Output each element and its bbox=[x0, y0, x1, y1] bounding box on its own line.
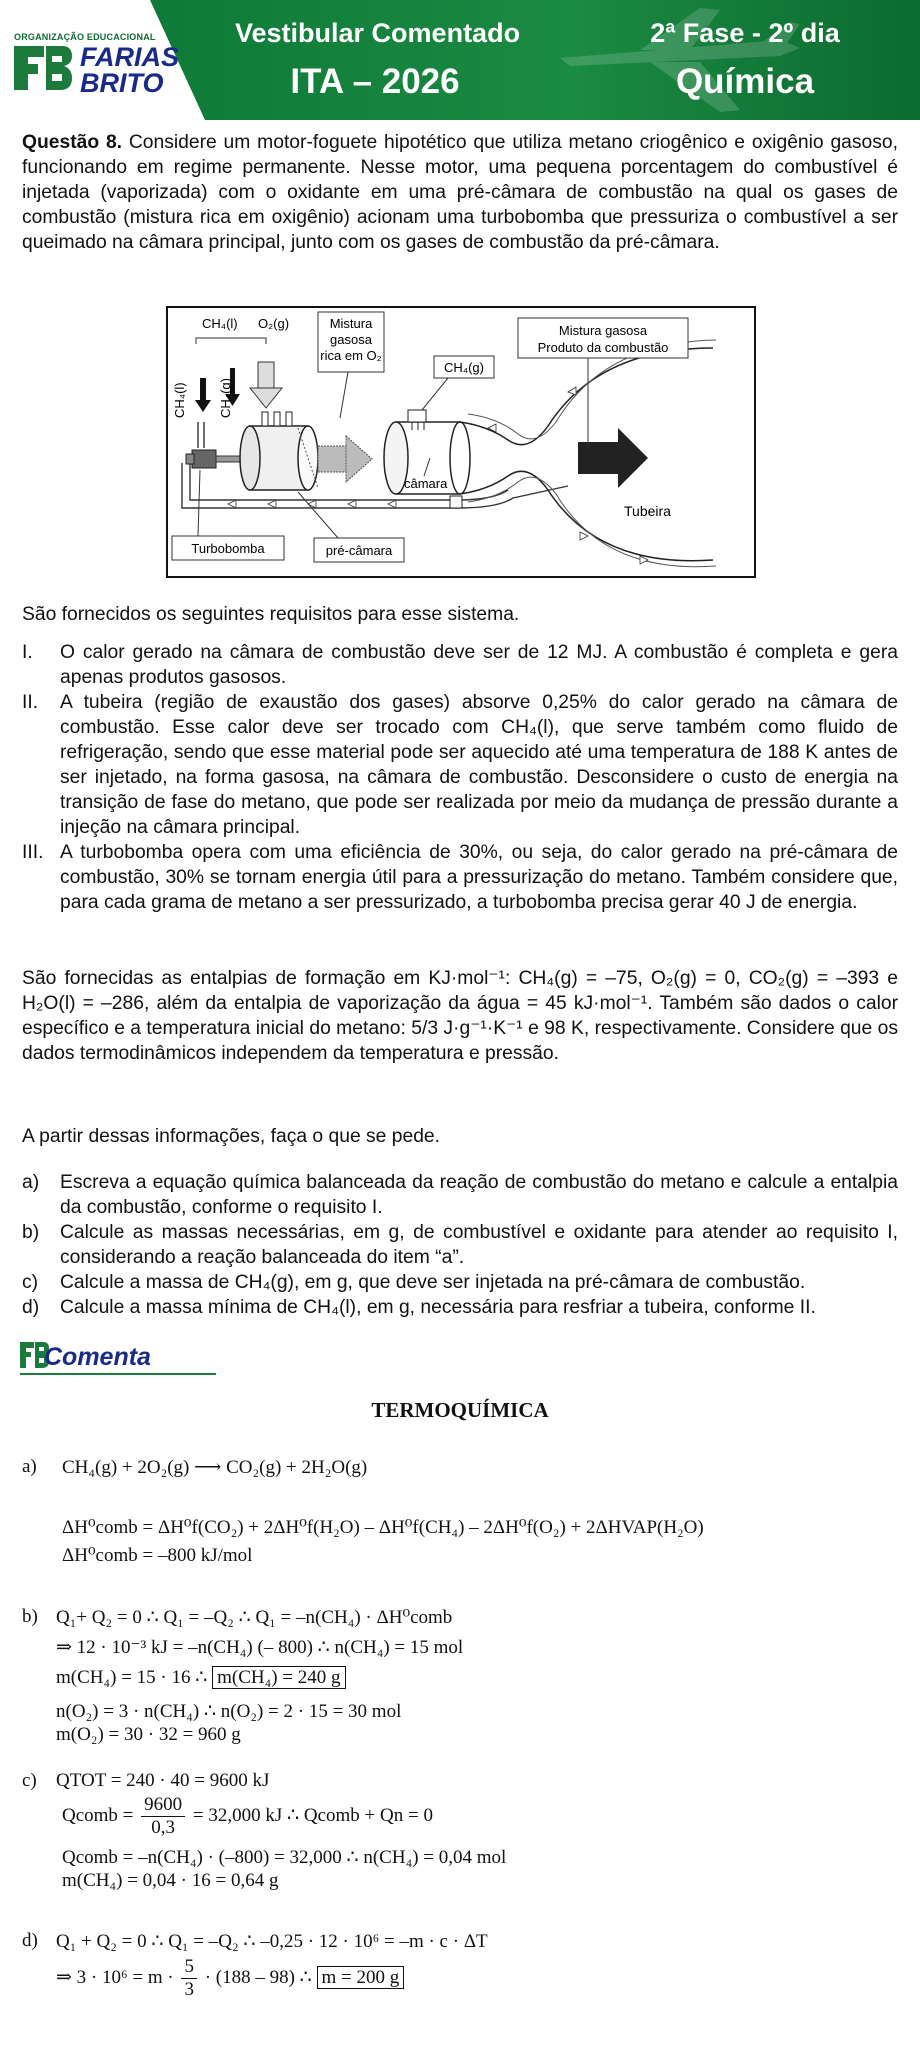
solution-d-line2-text: ⇒ 3 · 10⁶ = m · bbox=[56, 1966, 179, 1988]
requirement-number: I. bbox=[22, 642, 33, 663]
fig-label-prechamber: pré-câmara bbox=[325, 543, 393, 558]
question-item-letter: c) bbox=[22, 1272, 39, 1293]
solution-a-line1: ΔH⁰comb = ΔH⁰f(CO₂) + 2ΔH⁰f(H₂O) – ΔH⁰f(CH₄) – 2ΔH⁰f(O₂) + 2ΔHVAP(H₂O) bbox=[62, 1517, 704, 1538]
solution-a-line2: ΔH⁰comb = –800 kJ/mol bbox=[62, 1545, 253, 1566]
solution-d-line1: Q₁ + Q₂ = 0 ∴ Q₁ = –Q₂ ∴ –0,25 · 12 · 10⁶ = –m · c · ΔT bbox=[56, 1931, 488, 1952]
fig-label-turbopump: Turbobomba bbox=[191, 541, 265, 556]
question-item bbox=[22, 1170, 898, 1220]
requirement-text: A tubeira (região de exaustão dos gases) absorve 0,25% do calor gerado na câmara de combustão. Esse calor deve ser trocado com CH₄(l), que serve também como fluido de refrigeração, sendo que esse material pode ser aquecido até uma temperatura de 188 K antes de ser injetado, na forma gasosa, na câmara de combustão. Desconsidere o custo de energia na transição de fase do metano, que pode ser realizada por meio da mudança de pressão durante a injeção na câmara principal. bbox=[60, 692, 898, 838]
fraction-denominator: 0,3 bbox=[151, 1817, 176, 1838]
header-title-vestibular: Vestibular Comentado bbox=[235, 18, 521, 48]
question-intro bbox=[22, 130, 898, 255]
fig-label-nozzle: Tubeira bbox=[624, 503, 671, 519]
fig-label-o2-gas: O₂(g) bbox=[258, 316, 290, 331]
requirement-item bbox=[22, 840, 898, 915]
prechamber-shape bbox=[240, 426, 318, 490]
fb-logo-icon bbox=[14, 44, 74, 94]
solution-b-line2: ⇒ 12 · 10⁻³ kJ = –n(CH₄) (– 800) ∴ n(CH₄) = 15 mol bbox=[56, 1637, 464, 1658]
question-items bbox=[22, 1170, 898, 1320]
question-label: Questão 8. bbox=[22, 132, 123, 153]
solution-b-line3 bbox=[56, 1666, 346, 1689]
solution-d-line2-rest: · (188 – 98) ∴ bbox=[199, 1966, 317, 1988]
solution-c-label: c) bbox=[22, 1770, 37, 1791]
fig-product-line1: Mistura gasosa bbox=[558, 323, 648, 338]
question-item-text: Escreva a equação química balanceada da reação de combustão do metano e calcule a entalpia da combustão, conforme o requisito I. bbox=[60, 1172, 898, 1218]
solution-c-line4: m(CH₄) = 0,04 · 16 = 0,64 g bbox=[62, 1870, 279, 1891]
logo-word-farias: FARIAS bbox=[80, 42, 180, 72]
fig-mixture-line1: Mistura bbox=[329, 316, 373, 331]
question-item-text: Calcule a massa mínima de CH₄(l), em g, necessária para resfriar a tubeira, conforme II. bbox=[60, 1297, 816, 1318]
requirement-item bbox=[22, 690, 898, 840]
question-item-letter: a) bbox=[22, 1172, 40, 1193]
turbopump-shape bbox=[192, 450, 216, 468]
ask-intro: A partir dessas informações, faça o que se pede. bbox=[22, 1126, 441, 1147]
header-subject: Química bbox=[675, 62, 815, 101]
question-item bbox=[22, 1270, 898, 1295]
fig-label-ch4-liquid-side: CH₄(l) bbox=[172, 382, 187, 418]
question-item-text: Calcule as massas necessárias, em g, de combustível e oxidante para atender ao requisito I, considerando a reação balanceada do item “a”. bbox=[60, 1222, 898, 1268]
enthalpy-data: São fornecidas as entalpias de formação em KJ·mol⁻¹: CH₄(g) = –75, O₂(g) = 0, CO₂(g) = –393 e H₂O(l) = –286, além da entalpia de vaporização da água = 45 kJ·mol⁻¹. Também são dados o calor específico e a temperatura inicial do metano: 5/3 J·g⁻¹·K⁻¹ e 98 K, respectivamente. Considere que os dados termodinâmicos independem da temperatura e pressão. bbox=[22, 968, 898, 1064]
mixture-pointer bbox=[340, 372, 348, 418]
fig-label-ch4-liquid-top: CH₄(l) bbox=[202, 316, 238, 331]
fig-mixture-line2: gasosa bbox=[330, 332, 372, 347]
solution-b-line5: m(O₂) = 30 · 32 = 960 g bbox=[56, 1724, 241, 1745]
gas-flow-arrow-icon bbox=[318, 436, 372, 482]
requirement-text: A turbobomba opera com uma eficiência de 30%, ou seja, do calor gerado na pré-câmara de combustão, 30% se tornam energia útil para a pressurização do metano. Também considere que, para cada grama de metano a ser pressurizado, a turbobomba precisa gerar 40 J de energia. bbox=[60, 842, 898, 913]
solution-c-line1: QTOT = 240 · 40 = 9600 kJ bbox=[56, 1770, 270, 1791]
fig-label-chamber: câmara bbox=[404, 476, 448, 491]
solution-b-line1: Q₁+ Q₂ = 0 ∴ Q₁ = –Q₂ ∴ Q₁ = –n(CH₄) · ΔH⁰comb bbox=[56, 1607, 453, 1628]
fig-label-ch4-gas-box: CH₄(g) bbox=[444, 360, 484, 375]
solution-d-result-box: m = 200 g bbox=[317, 1966, 405, 1989]
header-phase-day: 2ª Fase - 2º dia bbox=[650, 18, 840, 48]
pipe-bottom bbox=[182, 463, 568, 508]
question-item-text: Calcule a massa de CH₄(g), em g, que deve ser injetada na pré-câmara de combustão. bbox=[60, 1272, 806, 1293]
fraction-numerator: 5 bbox=[181, 1956, 197, 1979]
comenta-label: Comenta bbox=[44, 1343, 151, 1371]
fig-mixture-line3: rica em O₂ bbox=[320, 348, 382, 363]
rocket-engine-diagram bbox=[168, 308, 753, 575]
requirements-list bbox=[22, 640, 898, 915]
solution-a-label: a) bbox=[22, 1456, 37, 1477]
solution-c-line2 bbox=[62, 1794, 433, 1839]
logo-org-line: ORGANIZAÇÃO EDUCACIONAL bbox=[14, 32, 156, 42]
solution-b-label: b) bbox=[22, 1606, 38, 1627]
requirement-item bbox=[22, 640, 898, 690]
question-item-letter: d) bbox=[22, 1297, 40, 1318]
solution-b-line3-text: m(CH₄) = 15 · 16 ∴ bbox=[56, 1667, 213, 1688]
fig-product-line2: Produto da combustão bbox=[537, 340, 669, 355]
fraction-numerator: 9600 bbox=[141, 1794, 185, 1817]
solution-title: TERMOQUÍMICA bbox=[371, 1398, 549, 1422]
comenta-underline bbox=[20, 1373, 216, 1375]
rocket-engine-figure bbox=[166, 306, 756, 578]
solution-a-equation: CH₄(g) + 2O₂(g) ⟶ CO₂(g) + 2H₂O(g) bbox=[62, 1457, 368, 1478]
solution-d-label: d) bbox=[22, 1930, 38, 1951]
requirement-number: II. bbox=[22, 692, 39, 713]
solution-b-line4: n(O₂) = 3 · n(CH₄) ∴ n(O₂) = 2 · 15 = 30 mol bbox=[56, 1701, 402, 1722]
logo bbox=[14, 14, 184, 114]
requirement-number: III. bbox=[22, 842, 44, 863]
solution-d-line2 bbox=[56, 1956, 404, 2001]
solution-c-fraction bbox=[141, 1794, 185, 1839]
logo-word-brito: BRITO bbox=[80, 68, 164, 98]
question-item bbox=[22, 1220, 898, 1270]
question-item-letter: b) bbox=[22, 1222, 40, 1243]
fraction-denominator: 3 bbox=[184, 1979, 194, 2000]
question-item bbox=[22, 1295, 898, 1320]
requirement-text: O calor gerado na câmara de combustão deve ser de 12 MJ. A combustão é completa e gera apenas produtos gasosos. bbox=[60, 642, 898, 688]
question-intro-text: Considere um motor-foguete hipotético que utiliza metano criogênico e oxigênio gasoso, funcionando em regime permanente. Nesse motor, uma pequena porcentagem do combustível é injetada (vaporizada) com o oxidante em uma pré-câmara de combustão na qual os gases de combustão (mistura rica em oxigênio) acionam uma turbobomba que pressuriza o combustível a ser queimado na câmara principal, junto com os gases de combustão da pré-câmara. bbox=[22, 132, 898, 253]
solution-c-line2-text: Qcomb = bbox=[62, 1804, 139, 1826]
solution-c-line3: Qcomb = –n(CH₄) · (–800) = 32,000 ∴ n(CH₄) = 0,04 mol bbox=[62, 1847, 507, 1868]
o2-arrow-icon bbox=[250, 362, 282, 408]
requirements-intro: São fornecidos os seguintes requisitos para esse sistema. bbox=[22, 604, 520, 625]
page-header bbox=[0, 0, 920, 120]
ch4-liquid-arrow-icon bbox=[195, 378, 211, 412]
fig-label-ch4-gas-side: CH₄(g) bbox=[218, 378, 233, 418]
solution-d-fraction bbox=[181, 1956, 197, 2001]
header-title-ita: ITA – 2026 bbox=[290, 62, 460, 101]
solution-c-line2-rest: = 32,000 kJ ∴ Qcomb + Qn = 0 bbox=[188, 1804, 433, 1826]
solution-b-result-box: m(CH₄) = 240 g bbox=[212, 1666, 345, 1689]
